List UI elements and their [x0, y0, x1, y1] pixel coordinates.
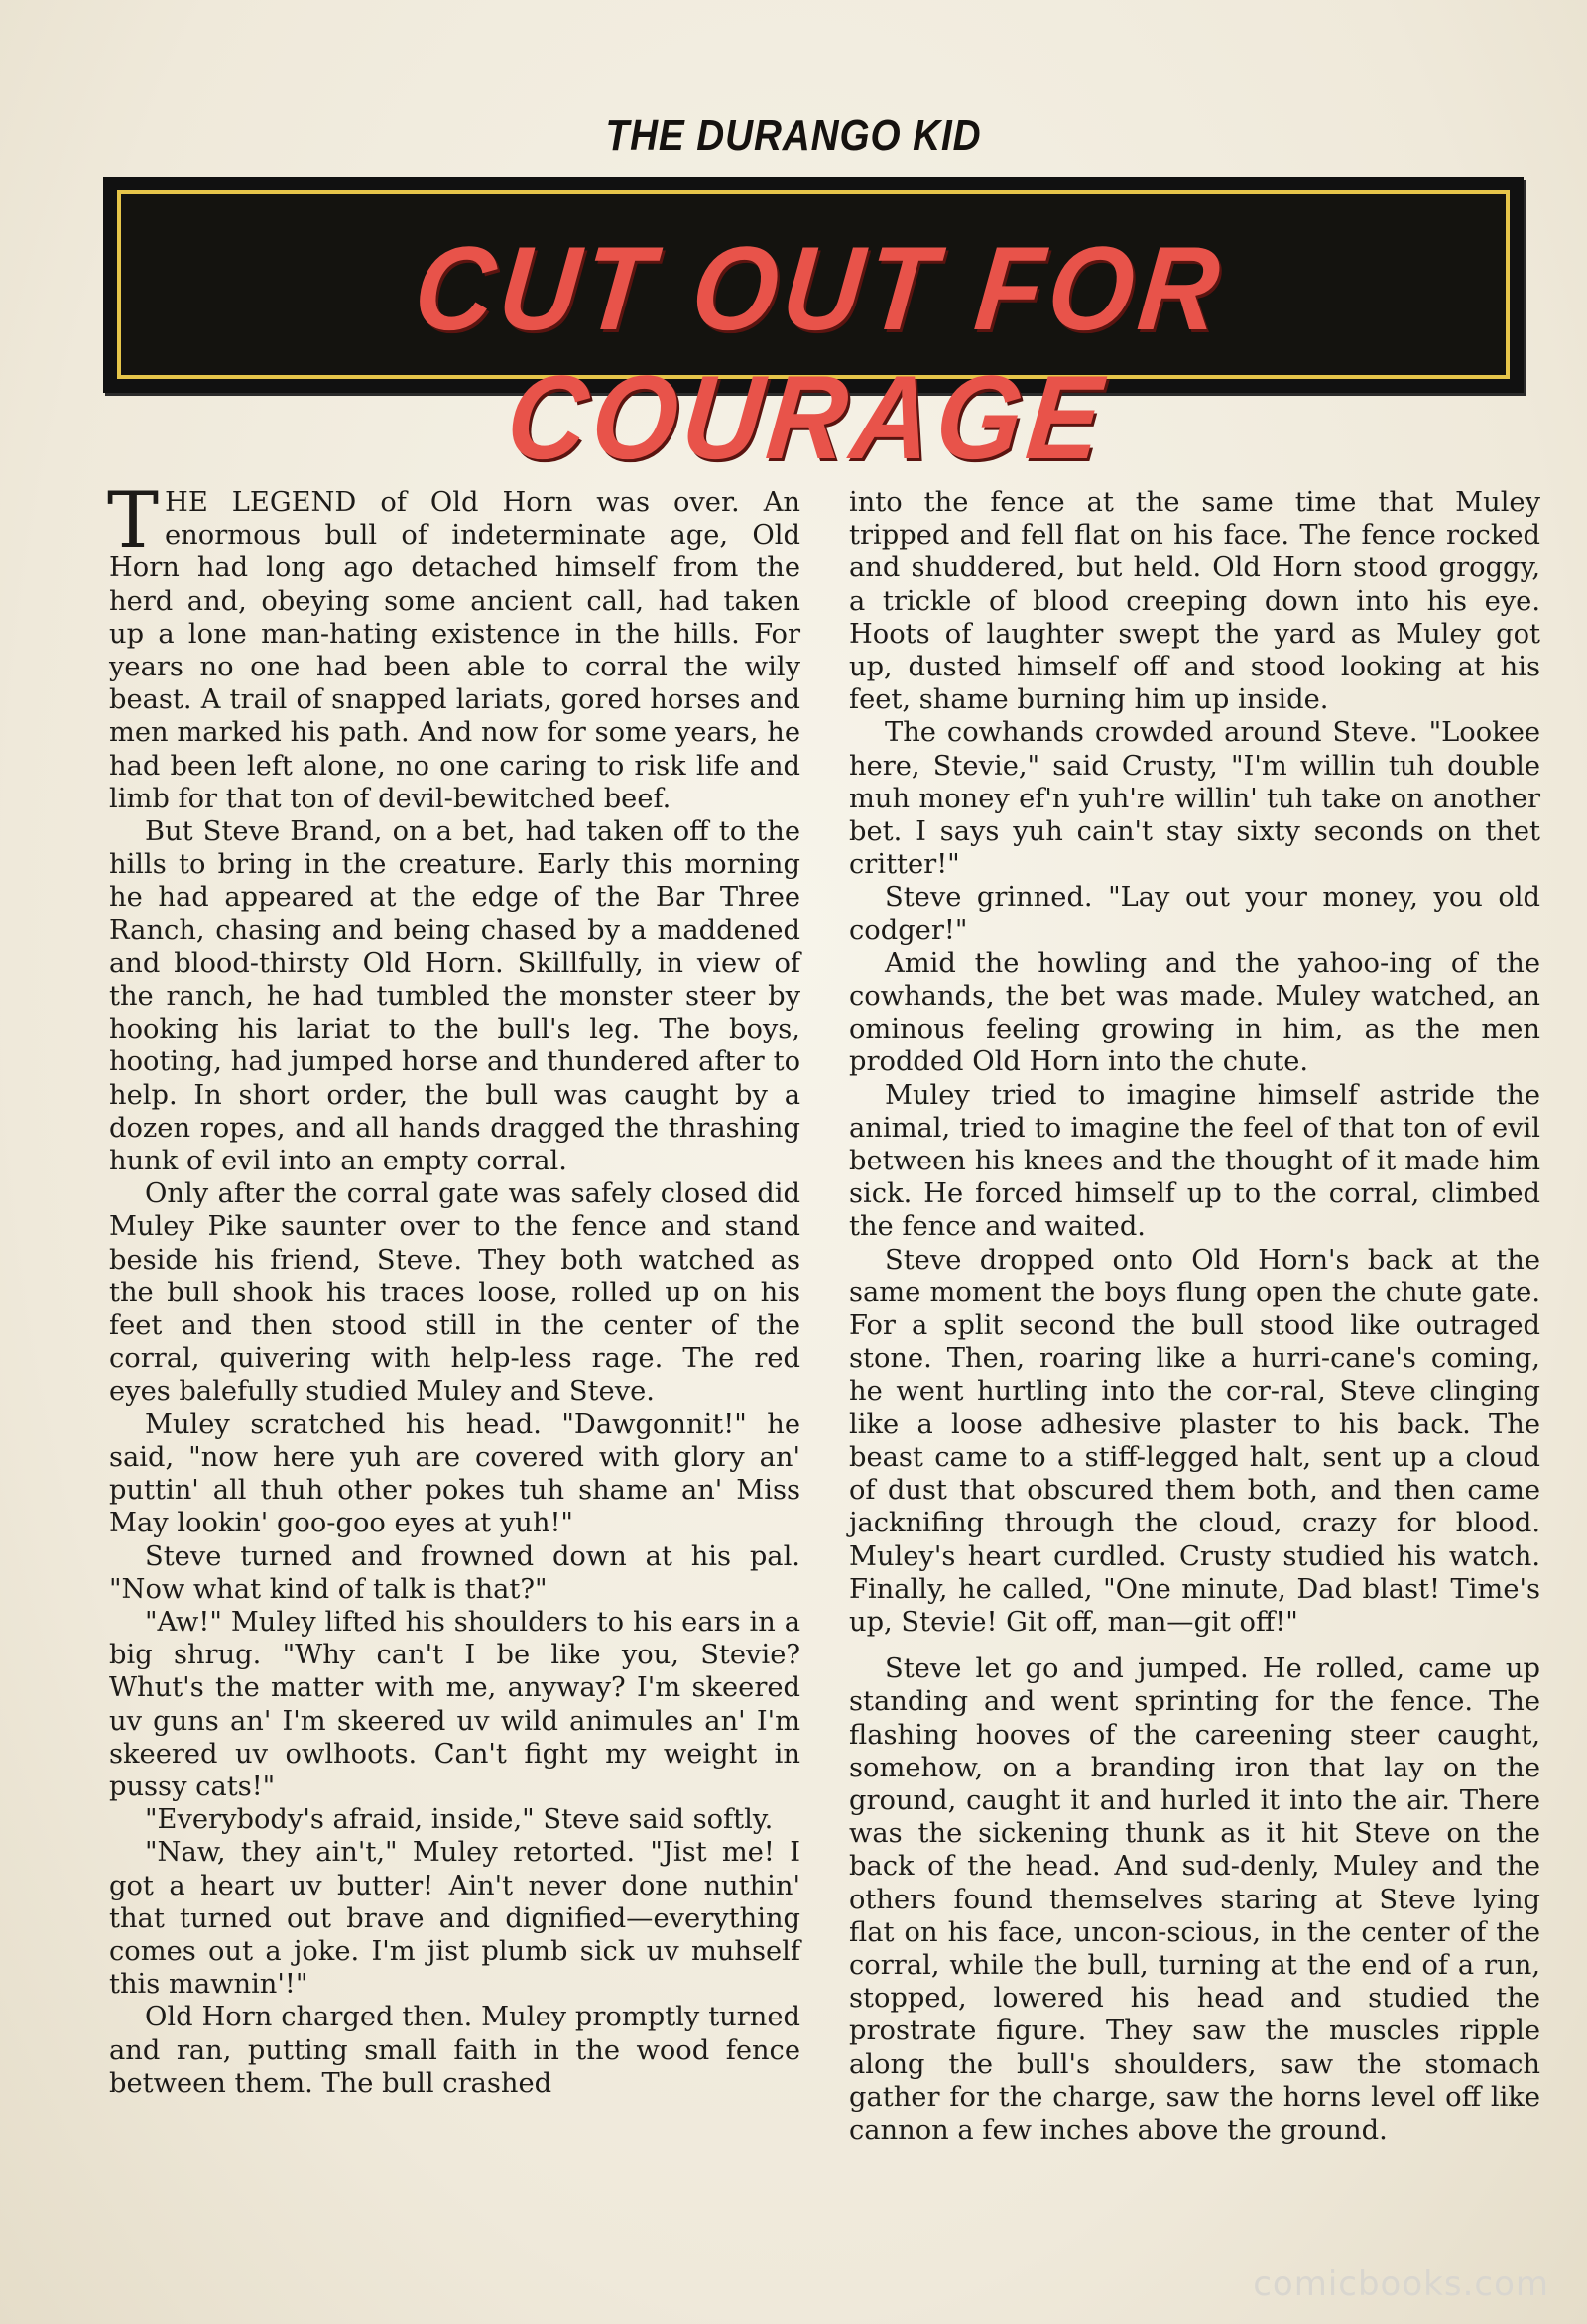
paragraph: The cowhands crowded around Steve. "Lookee here, Stevie," said Crusty, "I'm willin tuh double muh money ef'n yuh're willin' tuh take on another bet. I says yuh cain't stay sixty seconds on thet critter!": [849, 717, 1540, 881]
paragraph: Steve dropped onto Old Horn's back at the same moment the boys flung open the chute gate. For a split second the bull stood like outraged stone. Then, roaring like a hurri-cane's coming, he went hurtling into the cor-ral, Steve clinging like a loose adhesive plaster to his back. The beast came to a stiff-legged halt, sent up a cloud of dust that obscured them both, and then came jacknifing through the cloud, crazy for blood. Muley's heart curdled. Crusty studied his watch. Finally, he called, "One minute, Dad blast! Time's up, Stevie! Git off, man—git off!": [849, 1244, 1540, 1638]
paragraph: "Aw!" Muley lifted his shoulders to his ears in a big shrug. "Why can't I be like you, Stevie? Whut's the matter with me, anyway? I'm skeered uv guns an' I'm skeered uv wild animules an' I'm skeered uv owlhoots. Can't fight my weight in pussy cats!": [109, 1606, 800, 1802]
title-banner-frame: [117, 190, 1510, 484]
paragraph: Steve let go and jumped. He rolled, came up standing and went sprinting for the fence. The flashing hooves of the careening steer caught, somehow, on a branding iron that lay on the ground, caught it and hurled it into the air. There was the sickening thunk as it hit Steve on the back of the head. And sud-denly, Muley and the others found themselves staring at Steve lying flat on his face, uncon-scious, in the center of the corral, while the bull, turning at the end of a run, stopped, lowered his head and studied the prostrate figure. They saw the muscles ripple along the bull's shoulders, saw the stomach gather for the charge, saw the horns level off like cannon a few inches above the ground.: [849, 1653, 1540, 2145]
paragraph: But Steve Brand, on a bet, had taken off to the hills to bring in the creature. Early this morning he had appeared at the edge of the Bar Three Ranch, chasing and being chased by a maddened and blood-thirsty Old Horn. Skillfully, in view of the ranch, he had tumbled the monster steer by hooking his lariat to the bull's leg. The boys, hooting, had jumped horse and thundered after to help. In short order, the bull was caught by a dozen ropes, and all hands dragged the thrashing hunk of evil into an empty corral.: [109, 816, 800, 1177]
drop-cap: T: [107, 476, 160, 565]
title-banner: [103, 177, 1524, 484]
paragraph: Muley scratched his head. "Dawgonnit!" he said, "now here yuh are covered with glory an' puttin' all thuh other pokes tuh shame an' Miss May lookin' goo-goo eyes at yuh!": [109, 1408, 800, 1539]
text-column-left: [107, 476, 800, 2100]
paragraph: Steve turned and frowned down at his pal. "Now what kind of talk is that?": [109, 1540, 800, 1605]
running-head: THE DURANGO KID: [605, 111, 982, 160]
paragraph: into the fence at the same time that Muley tripped and fell flat on his face. The fence rocked and shuddered, but held. Old Horn stood groggy, a trickle of blood creeping down into his eye. Hoots of laughter swept the yard as Muley got up, dusted himself off and stood looking at his feet, shame burning him up inside.: [849, 487, 1540, 716]
paragraph: Only after the corral gate was safely closed did Muley Pike saunter over to the fence and stand beside his friend, Steve. They both watched as the bull shook his traces loose, rolled up on his feet and then stood still in the center of the corral, quivering with help-less rage. The red eyes balefully studied Muley and Steve.: [109, 1178, 800, 1407]
paragraph: Old Horn charged then. Muley promptly turned and ran, putting small faith in the wood fence between them. The bull crashed: [109, 2002, 800, 2099]
paragraph: "Naw, they ain't," Muley retorted. "Jist me! I got a heart uv butter! Ain't never done nuthin' that turned out brave and dignified—everything comes out a joke. I'm jist plumb sick uv muhself this mawnin'!": [109, 1837, 800, 2001]
paragraph: Muley tried to imagine himself astride the animal, tried to imagine the feel of that ton of evil between his knees and the thought of it made him sick. He forced himself up to the corral, climbed the fence and waited.: [849, 1079, 1540, 1243]
text-column-right: [849, 486, 1540, 2146]
paragraph: Amid the howling and the yahoo-ing of the cowhands, the bet was made. Muley watched, an ominous feeling growing in him, as the men prodded Old Horn into the chute.: [849, 947, 1540, 1078]
site-watermark: comicbooks.com: [1253, 2264, 1549, 2304]
paragraph: Steve grinned. "Lay out your money, you old codger!": [849, 882, 1540, 946]
paragraph: THE LEGEND of Old Horn was over. An enormous bull of indeterminate age, Old Horn had long ago detached himself from the herd and, obeying some ancient call, had taken up a lone man-hating existence in the hills. For years no one had been able to corral the wily beast. A trail of snapped lariats, gored horses and men marked his path. And now for some years, he had been left alone, no one caring to risk life and limb for that ton of devil-bewitched beef.: [107, 476, 800, 814]
story-title: CUT OUT FOR COURAGE: [409, 222, 1231, 484]
paragraph: "Everybody's afraid, inside," Steve said softly.: [145, 1804, 774, 1836]
